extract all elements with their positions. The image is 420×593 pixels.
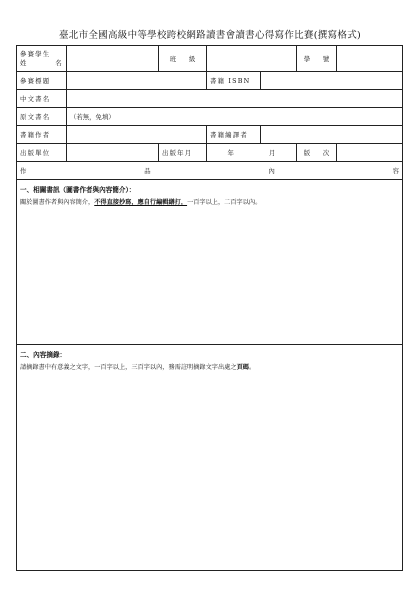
pub-date-label: 出版年月 [159, 144, 207, 162]
entry-title-label: 參賽標題 [17, 72, 67, 90]
row-publisher [17, 144, 403, 162]
original-title-label: 原文書名 [17, 108, 67, 126]
section2-heading: 二、內容摘錄： [20, 351, 67, 359]
edition-field[interactable] [337, 144, 403, 162]
section1-instructions: 關於圖書作者與內容簡介，不得直接抄寫，應自行編輯繕打，一百字以上，二百字以內。 [20, 199, 262, 206]
row-chinese-title [17, 90, 403, 108]
row-section-excerpt [17, 345, 403, 571]
book-info-area[interactable] [17, 180, 403, 345]
seat-label: 學 號 [297, 46, 337, 72]
class-field[interactable] [207, 46, 297, 72]
student-name-label: 參賽學生 姓 名 [17, 46, 67, 72]
excerpt-area[interactable] [17, 345, 403, 571]
class-label: 班 級 [159, 46, 207, 72]
student-name-field[interactable] [67, 46, 159, 72]
page-title: 臺北市全國高級中等學校跨校網路讀書會讀書心得寫作比賽(撰寫格式) [58, 30, 361, 41]
publisher-label: 出版單位 [17, 144, 67, 162]
translator-label: 書籍編譯者 [207, 126, 261, 144]
month-label: 月 [269, 149, 276, 157]
row-entry-title [17, 72, 403, 90]
translator-field[interactable] [261, 126, 403, 144]
isbn-field[interactable] [261, 72, 403, 90]
year-label: 年 [227, 149, 234, 157]
row-author [17, 126, 403, 144]
seat-field[interactable] [337, 46, 403, 72]
original-title-hint: （若無，免填） [70, 113, 115, 121]
row-section-book-info [17, 180, 403, 345]
row-student-name [17, 46, 403, 72]
edition-label: 版 次 [297, 144, 337, 162]
section1-heading: 一、相關書訊（圖書作者與內容簡介）： [20, 186, 136, 194]
entry-form [16, 45, 403, 571]
row-original-title [17, 108, 403, 126]
section2-instructions: 請摘錄書中有意義之文字，一百字以上，三百字以內，務需註明摘錄文字出處之頁碼。 [20, 364, 256, 371]
isbn-label: 書籍 ISBN [207, 72, 261, 90]
row-content-header [17, 162, 403, 180]
entry-title-field[interactable] [67, 72, 207, 90]
publisher-field[interactable] [67, 144, 159, 162]
pub-date-field[interactable] [207, 144, 297, 162]
author-label: 書籍作者 [17, 126, 67, 144]
original-title-field[interactable] [67, 108, 403, 126]
content-header: 作 品 內 容 [17, 162, 403, 180]
chinese-title-field[interactable] [67, 90, 403, 108]
author-field[interactable] [67, 126, 207, 144]
chinese-title-label: 中文書名 [17, 90, 67, 108]
